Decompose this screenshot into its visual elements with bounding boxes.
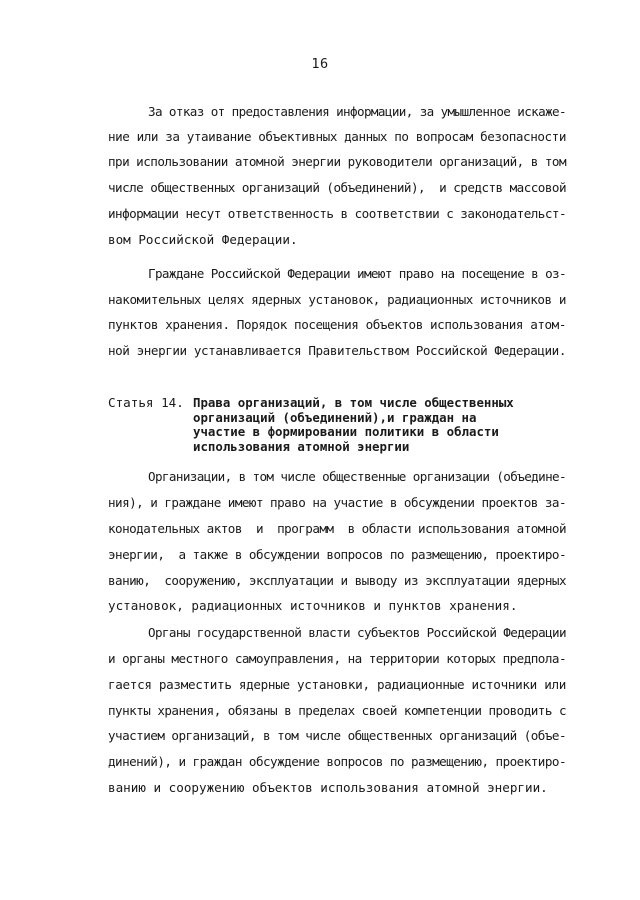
text-line: и органы местного самоуправления, на территории которых предпола-: [108, 651, 566, 666]
text-line: Граждане Российской Федерации имеют право на посещение в оз-: [148, 266, 566, 281]
text-line: ние или за утаивание объективных данных по вопросам безопасности: [108, 129, 566, 144]
text-line: числе общественных организаций (объединений), и средств массовой: [108, 180, 566, 195]
text-line: гается разместить ядерные установки, радиационные источники или: [108, 677, 566, 692]
article-title: [193, 396, 553, 454]
text-line: ванию, сооружению, эксплуатации и выводу из эксплуатации ядерных: [108, 573, 566, 588]
text-line: За отказ от предоставления информации, за умышленное искаже-: [148, 104, 566, 119]
article-title-line: организаций (объединений),и граждан на: [193, 409, 477, 425]
text-line: ной энергии устанавливается Правительством Российской Федерации.: [108, 343, 566, 358]
page-number: 16: [311, 56, 329, 72]
article-title-line: участие в формировании политики в области: [193, 424, 499, 439]
article-title-line: Права организаций, в том числе общественных: [193, 395, 514, 410]
text-line: Органы государственной власти субъектов Российской Федерации: [148, 625, 566, 640]
text-line: при использовании атомной энергии руководители организаций, в том: [108, 154, 566, 169]
text-line: пунктов хранения. Порядок посещения объектов использования атом-: [108, 317, 566, 332]
text-line: ванию и сооружению объектов использования атомной энергии.: [108, 780, 548, 795]
text-line: Организации, в том числе общественные организации (объедине-: [148, 469, 566, 484]
text-line: вом Российской Федерации.: [108, 232, 298, 247]
text-line: пункты хранения, обязаны в пределах своей компетенции проводить с: [108, 703, 566, 718]
text-line: участием организаций, в том числе общественных организаций (объе-: [108, 728, 566, 743]
text-line: динений), и граждан обсуждение вопросов по размещению, проектиро-: [108, 754, 566, 769]
text-line: установок, радиационных источников и пунктов хранения.: [108, 598, 518, 613]
text-line: накомительных целях ядерных установок, радиационных источников и: [108, 292, 566, 307]
article-title-line: использования атомной энергии: [193, 438, 410, 454]
article-label: Статья 14.: [108, 395, 184, 410]
text-line: информации несут ответственность в соответствии с законодательст-: [108, 206, 566, 221]
text-line: конодательных актов и программ в области использования атомной: [108, 521, 566, 536]
text-line: ния), и граждане имеют право на участие в обсуждении проектов за-: [108, 495, 566, 510]
text-line: энергии, а также в обсуждении вопросов по размещению, проектиро-: [108, 547, 566, 562]
